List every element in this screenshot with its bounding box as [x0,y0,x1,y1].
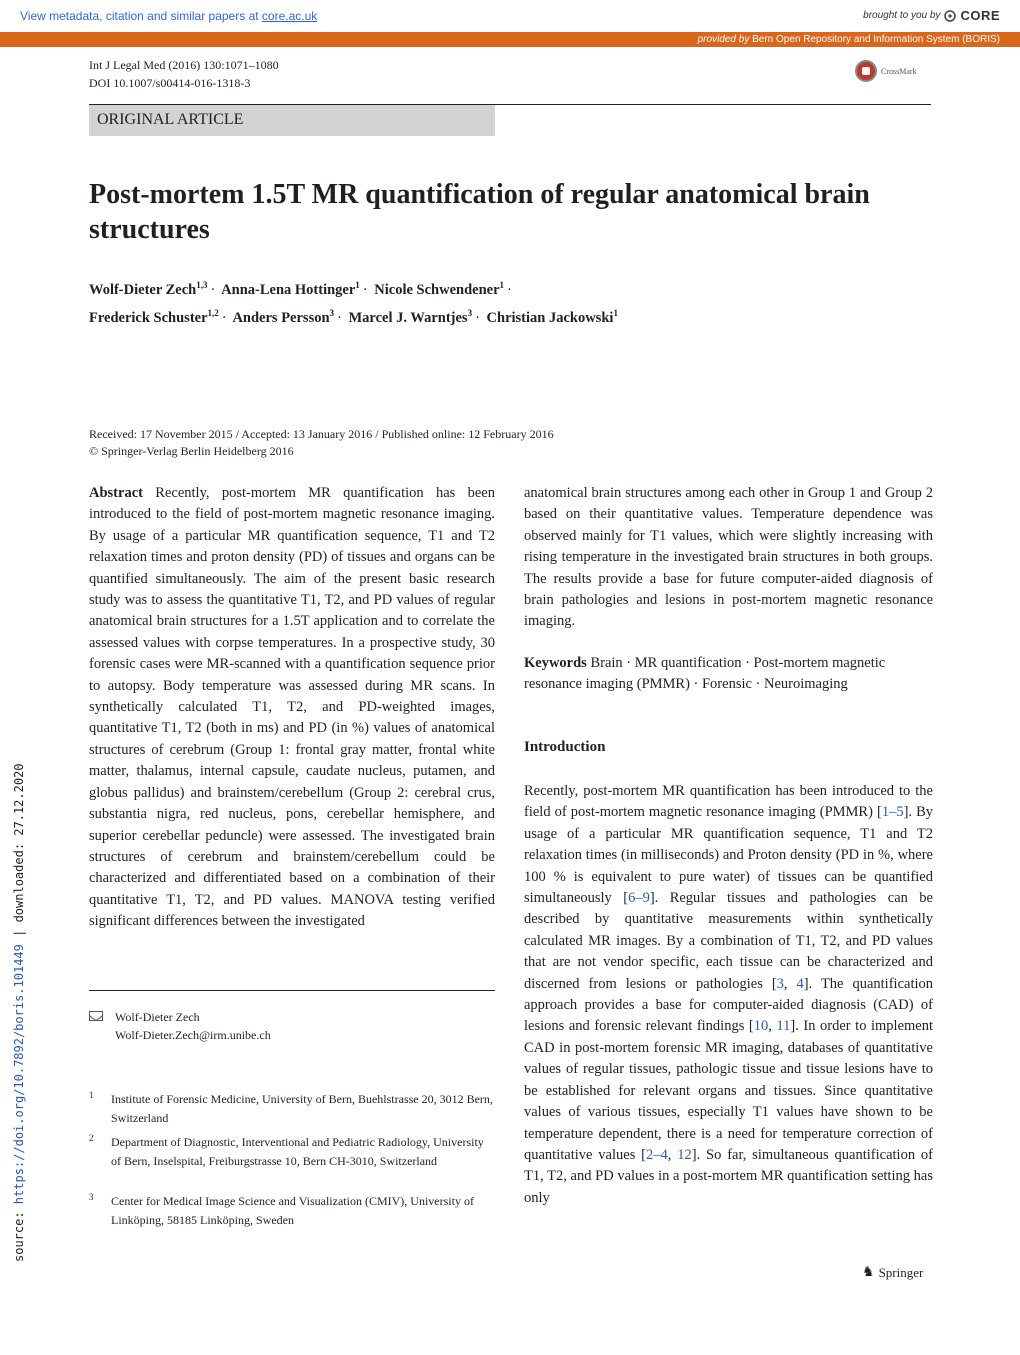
copyright-line: © Springer-Verlag Berlin Heidelberg 2016 [89,444,294,458]
provided-by-bar [0,32,1020,47]
intro-text-segment: ]. In order to implement CAD in post-mortem forensic MR imaging, databases of quantitative values of regular tissues, pathologic tissue and tissue lesions have to be established for relevant organs and tissues. Since quantitative values of various tissues, especially T1 values have shown to be temperature dependent, there is a need for temperature correction of quantitative values [ [524,1018,934,1163]
author-6[interactable]: Marcel J. Warntjes$^3$ [348,307,473,326]
intro-text-segment: , [667,1146,678,1163]
author-list: Wolf-Dieter Zech$^{1,3}$ · Anna-Lena Hottinger$^1$ · Nicole Schwendener$^1$ · Frederick Schuster$^{1,2}$ · Anders Persson$^3$ · Marcel J. Warntjes$^3$ · Christian Jackowski$^1$ [89,280,618,326]
intro-text-segment: , [783,975,797,992]
keywords-text: Brain · MR quantification · Post-mortem magnetic resonance imaging (PMMR) · Forensic · Neuroimaging [524,655,886,693]
intro-text-segment: ]. Regular tissues and pathologies can be described by quantitative measurements within synthetically calculated MR images. By a combination of T1, T2, and PD values that are not vendor specific, each tissue can be characterized and discerned from lesions or pathologies [ [524,890,933,992]
abstract-text-left: Recently, post-mortem MR quantification has been introduced to the field of post-mortem magnetic resonance imaging. By usage of a particular MR quantification sequence, T1 and T2 relaxation times and proton density (PD) of tissues and organs can be quantified simultaneously. The aim of the present basic research study was to assess the quantitative T1, T2, and PD values of regular anatomical brain structures for a 1.5T application and to correlate the assessed values with corpse temperatures. In a prospective study, 30 forensic cases were MR-scanned with a quantification sequence prior to autopsy. Body temperature was assessed during MR scans. In synthetically calculated T1, T2, and PD-weighted images, quantitative T1, T2 (both in ms) and PD (in %) values of anatomical structures of cerebrum (Group 1: frontal gray matter, frontal white matter, thalamus, internal capsule, caudate nucleus, putamen, and globus pallidus) and brainstem/cerebellum (Group 2: cerebral crus, substantia nigra, red nucleus, pons, cerebellar hemisphere, and superior cerebellar peduncle) were assessed. The investigated brain structures of cerebrum and brainstem/cerebellum could be characterized and differentiated based on a combination of their quantitative T1, T2, and PD values. MANOVA testing verified significant differences between the investigated [89,485,495,930]
citation-link[interactable]: 6–9 [628,890,650,907]
citation-link[interactable]: 1–5 [881,804,904,821]
citation-link[interactable]: 4 [796,975,804,992]
author-4[interactable]: Frederick Schuster$^{1,2}$ [89,307,219,326]
citation-link[interactable]: 3 [776,975,784,992]
publisher-name: Springer [878,1264,924,1280]
intro-text-segment: Recently, post-mortem MR quantification has been introduced to the field of post-mortem magnetic resonance imaging (PMMR) [ [524,783,933,821]
introduction-heading: Introduction [524,739,606,755]
publication-dates [89,426,931,460]
abstract-heading: Abstract [89,485,143,501]
envelope-icon [89,1011,103,1021]
intro-text-segment: ]. By usage of a particular MR quantification sequence, T1 and T2 relaxation times (in milliseconds) and Proton density (PD in %, where 100 % is equivalent to pure water) of tissues can be quantified simultaneously [ [524,804,933,907]
affiliation-1: 1 Institute of Forensic Medicine, University of Bern, Buehlstrasse 20, 3012 Bern, Switzerland [89,1090,493,1125]
provided-by-label: provided by [697,34,750,45]
abstract-text-right: anatomical brain structures among each other in Group 1 and Group 2 based on their quantitative values. Temperature dependence was observed mainly for T1 values, which were slightly increasing with rising temperature in the investigated brain structures in both groups. The results provide a base for future computer-aided diagnosis of brain pathologies and lesions in post-mortem magnetic resonance imaging. [524,485,933,630]
correspondence [89,1008,271,1044]
crossmark-badge[interactable] [855,60,917,82]
author-2[interactable]: Anna-Lena Hottinger$^1$ [221,280,360,298]
affiliation-2: 2 Department of Diagnostic, Interventional and Pediatric Radiology, University of Bern, Inselspital, Freiburgstrasse 10, Bern CH-3010, Switzerland [89,1133,484,1168]
crossmark-label: CrossMark [881,66,917,76]
journal-citation: Int J Legal Med (2016) 130:1071–1080 [89,58,279,72]
corresponding-email[interactable]: Wolf-Dieter.Zech@irm.unibe.ch [115,1028,271,1042]
core-logo-icon [943,9,957,23]
keywords-heading: Keywords [524,655,587,671]
article-type-label: ORIGINAL ARTICLE [89,105,495,136]
springer-horse-icon: ♞ [862,1265,875,1280]
article-doi[interactable]: DOI 10.1007/s00414-016-1318-3 [89,76,251,90]
boris-doi-link[interactable]: https://doi.org/10.7892/boris.101449 [12,944,26,1205]
repository-sidebar: source: https://doi.org/10.7892/boris.101449 | downloaded: 27.12.2020 [12,763,26,1262]
core-top-bar [0,0,1020,32]
footnote-divider [89,990,495,991]
citation-link[interactable]: 11 [776,1018,791,1035]
corresponding-author: Wolf-Dieter Zech [115,1010,200,1024]
author-7[interactable]: Christian Jackowski$^1$ [486,307,618,326]
intro-text-segment: , [768,1018,777,1035]
metadata-prefix: View metadata, citation and similar papers at [20,9,262,23]
citation-link[interactable]: 2–4 [646,1146,668,1163]
affiliation-3: 3 Center for Medical Image Science and Visualization (CMIV), University of Linköping, 58185 Linköping, Sweden [89,1192,474,1227]
citation-link[interactable]: 10 [753,1018,769,1035]
intro-text-segment: ]. So far, simultaneous quantification of T1, T2, and PD values in a post-mortem MR quantification setting has only [524,1146,933,1206]
paper-title: Post-mortem 1.5T MR quantification of regular anatomical brain structures [89,179,870,245]
provided-by-text[interactable]: Bern Open Repository and Information System (BORIS) [752,34,1000,45]
metadata-link[interactable] [20,9,317,23]
abstract-left-column [89,483,495,933]
journal-info [89,56,279,92]
brought-to-you-label: brought to you by [863,10,941,21]
core-ac-uk-link[interactable]: core.ac.uk [261,9,318,23]
citation-link[interactable]: 12 [677,1146,692,1163]
crossmark-icon [855,60,877,82]
springer-logo [862,1264,923,1281]
abstract-right-column [524,483,933,633]
author-3[interactable]: Nicole Schwendener$^1$ [374,280,505,298]
intro-text-segment: ]. The quantification approach provides a base for computer-aided diagnosis (CAD) of lesions and forensic relevant findings [ [524,975,934,1035]
author-5[interactable]: Anders Persson$^3$ [232,307,335,326]
keywords [524,653,933,696]
brought-by-core[interactable] [863,8,1000,23]
downloaded-date: downloaded: 27.12.2020 [12,763,26,923]
received-accepted-published: Received: 17 November 2015 / Accepted: 13 January 2016 / Published online: 12 February 2016 [89,427,554,441]
author-1[interactable]: Wolf-Dieter Zech$^{1,3}$ [89,280,208,298]
introduction-text [524,781,933,1209]
core-label: CORE [960,8,1000,23]
